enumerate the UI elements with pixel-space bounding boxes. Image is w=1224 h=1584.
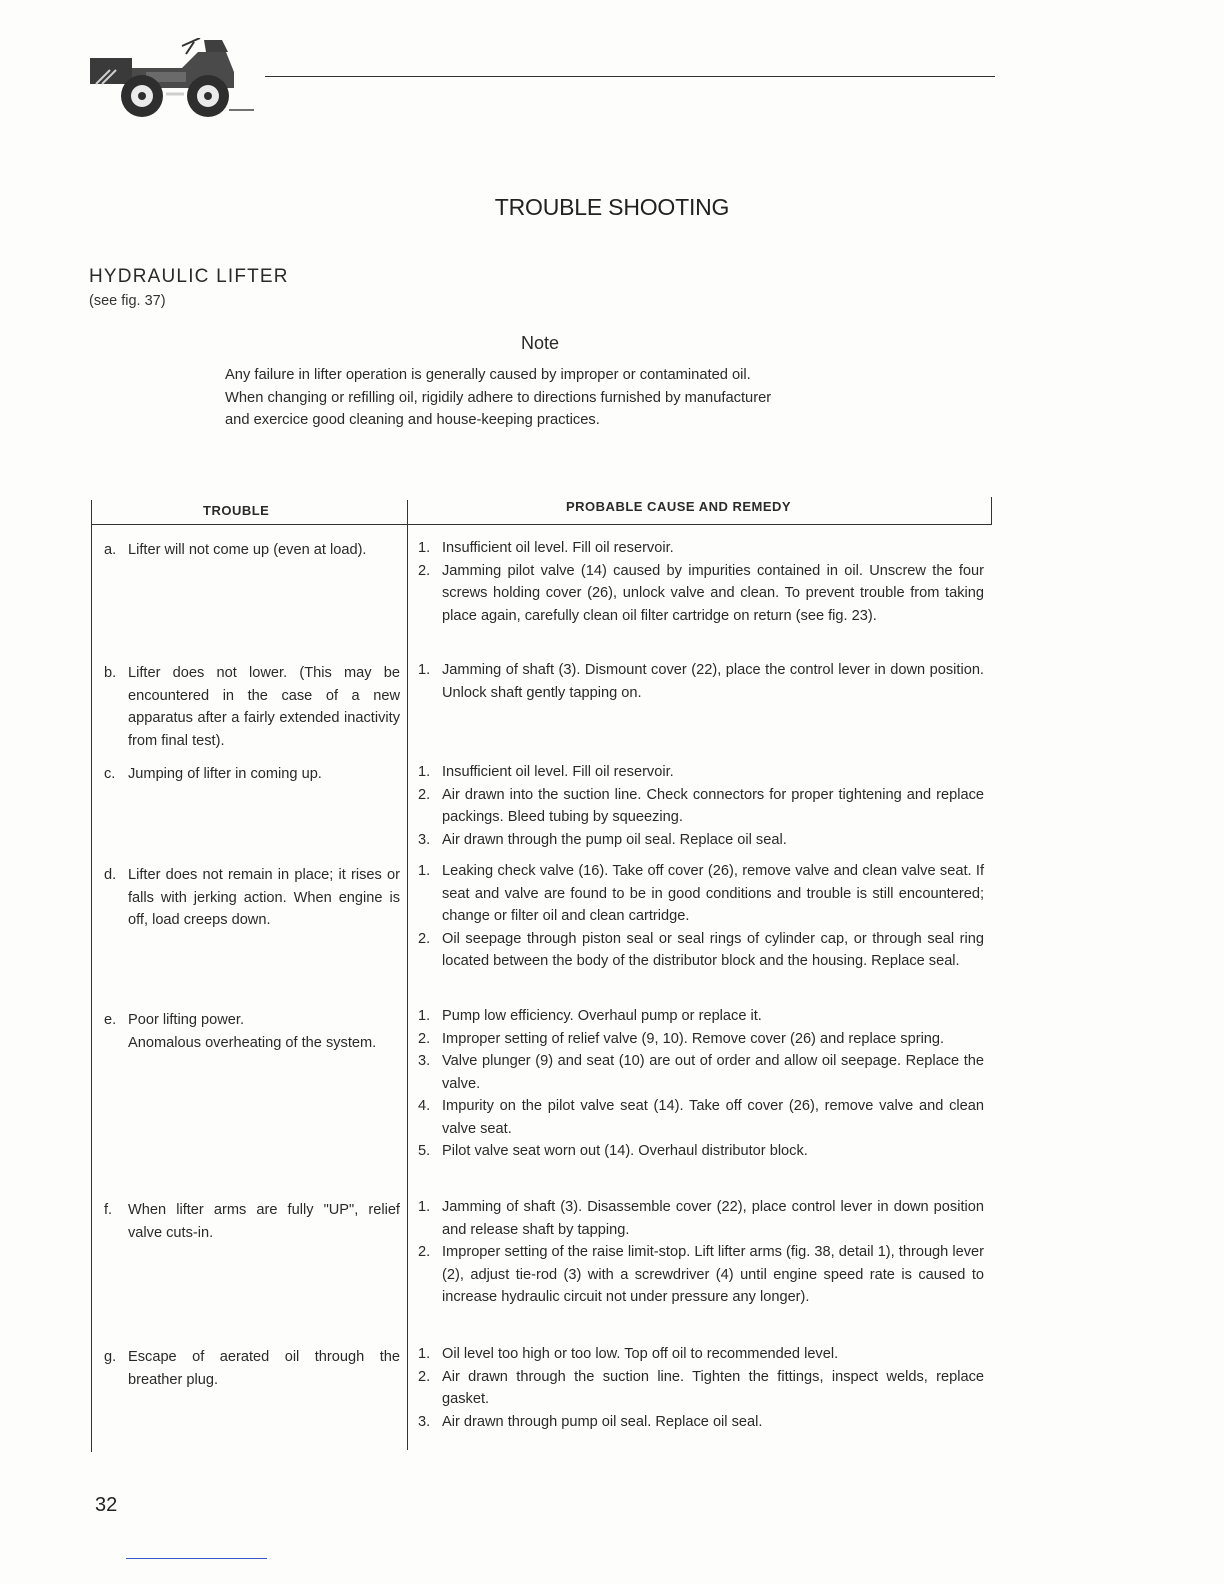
remedy-item [418, 829, 984, 852]
trouble-text: Escape of aerated oil through the breather plug. [128, 1349, 400, 1388]
remedy-item [418, 761, 984, 784]
remedy-list-a [418, 537, 984, 627]
remedy-item [418, 560, 984, 628]
remedy-text: Leaking check valve (16). Take off cover (26), remove valve and clean valve seat. If seat and valve are found to be in good conditions and trouble is still encountered; change or filter oil and clean cartridge. [442, 863, 984, 924]
trouble-item-d [104, 864, 400, 932]
remedy-number: 5. [418, 1143, 431, 1159]
trouble-text: Lifter will not come up (even at load). [128, 542, 367, 558]
table-column-divider [407, 500, 408, 1450]
trouble-item-g [104, 1346, 400, 1391]
remedy-number: 1. [418, 1346, 431, 1362]
remedy-text: Air drawn through the pump oil seal. Replace oil seal. [442, 831, 787, 848]
remedy-text: Oil level too high or too low. Top off oil to recommended level. [442, 1346, 839, 1362]
note-line: Any failure in lifter operation is generally caused by improper or contaminated oil. [225, 367, 751, 383]
remedy-text: Valve plunger (9) and seat (10) are out of order and allow oil seepage. Replace the valve. [442, 1053, 984, 1092]
trouble-letter: g. [104, 1349, 117, 1365]
section-heading: HYDRAULIC LIFTER [89, 266, 289, 287]
trouble-text-extra: Anomalous overheating of the system. [128, 1034, 377, 1051]
trouble-letter: b. [104, 665, 117, 681]
remedy-item [418, 1028, 984, 1051]
trouble-item-c [104, 763, 400, 786]
remedy-list-f [418, 1196, 984, 1309]
remedy-number: 3. [418, 1053, 431, 1069]
column-header-remedy: PROBABLE CAUSE AND REMEDY [566, 499, 792, 514]
table-left-border [91, 500, 92, 1452]
remedy-number: 2. [418, 786, 431, 803]
remedy-text: Air drawn through pump oil seal. Replace oil seal. [442, 1413, 763, 1430]
note-line: and exercice good cleaning and house-keeping practices. [225, 412, 600, 428]
trouble-text: When lifter arms are fully "UP", relief valve cuts-in. [128, 1202, 400, 1241]
header-rule [265, 76, 995, 77]
remedy-text: Improper setting of the raise limit-stop. Lift lifter arms (fig. 38, detail 1), through lever (2), adjust tie-rod (3) with a screwdriver (4) until engine speed rate is caused to increase hydraulic circuit not under pressure any longer). [442, 1244, 984, 1305]
remedy-list-b [418, 659, 984, 704]
trouble-text: Jumping of lifter in coming up. [128, 766, 322, 782]
remedy-number: 1. [418, 764, 431, 780]
remedy-list-d [418, 860, 984, 973]
remedy-number: 4. [418, 1098, 431, 1114]
page-number: 32 [95, 1494, 118, 1516]
remedy-text: Jamming of shaft (3). Disassemble cover (22), place control lever in down position and release shaft by tapping. [442, 1199, 984, 1238]
remedy-item [418, 860, 984, 928]
table-header-rule [91, 524, 992, 525]
remedy-number: 1. [418, 863, 431, 879]
remedy-text: Air drawn through the suction line. Tighten the fittings, inspect welds, replace gasket. [442, 1368, 984, 1407]
remedy-text: Oil seepage through piston seal or seal rings of cylinder cap, or through seal ring located between the body of the distributor block and the housing. Replace seal. [442, 930, 984, 969]
remedy-text: Pilot valve seat worn out (14). Overhaul distributor block. [442, 1143, 808, 1159]
remedy-text: Insufficient oil level. Fill oil reservoir. [442, 540, 674, 556]
trouble-item-b [104, 662, 400, 752]
remedy-number: 2. [418, 1030, 431, 1047]
remedy-item [418, 1343, 984, 1366]
trouble-letter: a. [104, 542, 117, 558]
remedy-item [418, 1241, 984, 1309]
remedy-item [418, 1366, 984, 1411]
trouble-letter: d. [104, 867, 117, 883]
trouble-text: Poor lifting power. [128, 1012, 245, 1028]
remedy-number: 1. [418, 540, 431, 556]
remedy-number: 2. [418, 1244, 431, 1260]
remedy-number: 1. [418, 662, 431, 678]
remedy-number: 1. [418, 1199, 431, 1215]
remedy-item [418, 1196, 984, 1241]
remedy-number: 1. [418, 1008, 431, 1024]
remedy-text: Jamming pilot valve (14) caused by impurities contained in oil. Unscrew the four screws holding cover (26), unlock valve and clean. To prevent trouble from taking place again, carefully clean oil filter cartridge on return (see fig. 23). [442, 562, 984, 624]
remedy-number: 2. [418, 562, 431, 579]
remedy-item [418, 1095, 984, 1140]
remedy-list-g [418, 1343, 984, 1433]
remedy-item [418, 784, 984, 829]
remedy-item [418, 1050, 984, 1095]
remedy-item [418, 1140, 984, 1163]
note-heading: Note [520, 333, 560, 353]
remedy-text: Jamming of shaft (3). Dismount cover (22), place the control lever in down position. Unlock shaft gently tapping on. [442, 662, 984, 701]
remedy-item [418, 1005, 984, 1028]
remedy-list-e [418, 1005, 984, 1163]
column-header-trouble: TROUBLE [203, 503, 270, 518]
trouble-letter: f. [104, 1202, 113, 1218]
remedy-number: 3. [418, 831, 431, 848]
trouble-item-f [104, 1199, 400, 1244]
remedy-text: Insufficient oil level. Fill oil reservoir. [442, 764, 674, 780]
remedy-item [418, 537, 984, 560]
remedy-text: Improper setting of relief valve (9, 10). Remove cover (26) and replace spring. [442, 1030, 945, 1047]
footer-link-underline [126, 1558, 267, 1559]
tractor-logo-icon [86, 38, 256, 118]
trouble-text: Lifter does not lower. (This may be encountered in the case of a new apparatus after a fairly extended inactivity from final test). [128, 665, 400, 749]
trouble-item-a [104, 539, 400, 562]
note-text [225, 364, 865, 432]
remedy-text: Pump low efficiency. Overhaul pump or replace it. [442, 1008, 762, 1024]
trouble-letter: c. [104, 766, 116, 782]
remedy-item [418, 1411, 984, 1434]
remedy-text: Impurity on the pilot valve seat (14). Take off cover (26), remove valve and clean valve seat. [442, 1098, 984, 1137]
remedy-item [418, 659, 984, 704]
remedy-number: 3. [418, 1413, 431, 1430]
trouble-item-e [104, 1009, 400, 1054]
table-right-border [991, 497, 992, 525]
note-line: When changing or refilling oil, rigidily adhere to directions furnished by manufacturer [225, 389, 772, 406]
remedy-list-c [418, 761, 984, 851]
trouble-letter: e. [104, 1012, 117, 1028]
page-title: TROUBLE SHOOTING [494, 194, 730, 220]
remedy-text: Air drawn into the suction line. Check connectors for proper tightening and replace packings. Bleed tubing by squeezing. [442, 786, 984, 825]
remedy-number: 2. [418, 930, 431, 947]
trouble-text: Lifter does not remain in place; it rises or falls with jerking action. When engine is off, load creeps down. [128, 867, 400, 928]
remedy-item [418, 928, 984, 973]
figure-reference: (see fig. 37) [89, 293, 166, 309]
remedy-number: 2. [418, 1368, 431, 1385]
